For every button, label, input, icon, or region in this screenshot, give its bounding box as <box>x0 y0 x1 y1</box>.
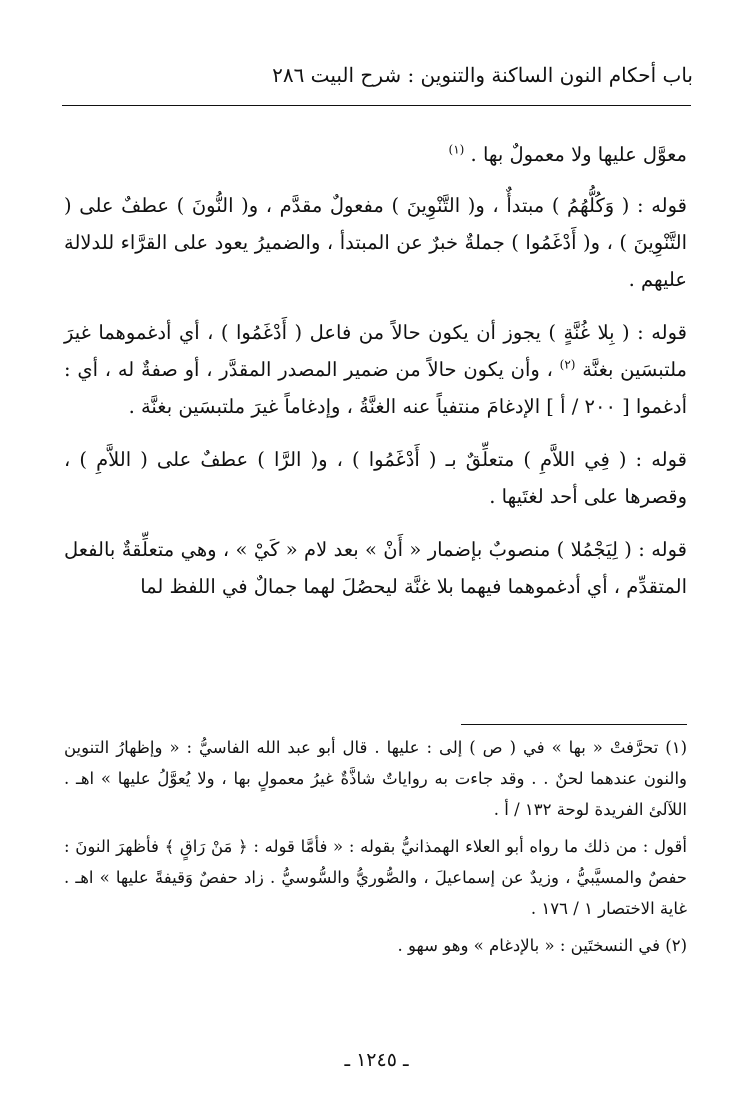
footnote-ref-1: (١) <box>448 142 465 157</box>
paragraph-1 <box>64 136 687 173</box>
paragraph-1-text: معوَّل عليها ولا معمولٌ بها . <box>470 143 687 166</box>
page-number: ـ ١٢٤٥ ـ <box>344 1049 409 1071</box>
footnotes <box>64 732 687 967</box>
paragraph-3 <box>64 314 687 425</box>
running-header: باب أحكام النون الساكنة والتنوين : شرح البيت ٢٨٦ <box>272 63 693 87</box>
footnote-rule <box>461 724 687 725</box>
paragraph-2-text: قوله : ( وَكُلُّهُمُ ) مبتدأٌ ، و( التَّنْوِينَ ) مفعولٌ مقدَّم ، و( النُّونَ ) عطفٌ على ( التَّنْوِينَ ) ، و( أَدْغَمُوا ) جملةٌ خبرٌ عن المبتدأ ، والضميرُ يعود على القرَّاء للدلالة عليهم . <box>64 194 687 291</box>
footnote-ref-2: (٢) <box>559 357 576 372</box>
header-rule <box>62 105 691 106</box>
paragraph-5 <box>64 531 687 605</box>
paragraph-3-text-before: قوله : ( بِلا غُنَّةٍ ) يجوز أن يكون حالاً من فاعل ( أَدْغَمُوا ) ، أي أدغموهما غيرَ ملتبسَين بغنَّة <box>64 321 687 381</box>
paragraph-2 <box>64 187 687 298</box>
footnote-1: (١) تحرَّفتْ « بها » في ( ص ) إلى : عليها . قال أبو عبد الله الفاسيُّ : « وإظهارُ التنوين والنون عندهما لحنٌ . . وقد جاءت به رواياتٌ شاذَّةٌ غيرُ معمولٍ بها ، ولا يُعوَّلُ عليها » اهـ . اللآلئ الفريدة لوحة ١٣٢ / أ . <box>64 738 687 819</box>
paragraph-3-text-after: ، وأن يكون حالاً من ضمير المصدر المقدَّر ، أو صفةٌ له ، أي : أدغموا [ ٢٠٠ / أ ] الإدغامَ منتفياً عنه الغنَّةُ ، وإدغاماً غيرَ ملتبسَين بغنَّة . <box>64 358 687 418</box>
main-text <box>64 136 687 621</box>
footnote-2: (٢) في النسختَين : « بالإدغام » وهو سهو . <box>397 936 687 955</box>
footnote-1-continued: أقول : من ذلك ما رواه أبو العلاء الهمذانيُّ بقوله : « فأمَّا قوله : ﴿ مَنْ رَاقٍ ﴾ فأظهرَ النونَ : حفصٌ والمسيَّبيُّ ، وزيدٌ عن إسماعيلَ ، والصُّوريُّ والسُّوسيُّ . زاد حفصٌ وَقيفةً عليها » اهـ . غاية الاختصار ١ / ١٧٦ . <box>64 837 687 918</box>
paragraph-4 <box>64 441 687 515</box>
paragraph-4-text: قوله : ( فِي اللاَّمِ ) متعلِّقٌ بـ ( أَدْغَمُوا ) ، و( الرَّا ) عطفٌ على ( اللاَّمِ ) ، وقصرها على أحد لغتَيها . <box>64 448 687 508</box>
paragraph-5-text: قوله : ( لِيَجْمُلا ) منصوبٌ بإضمار « أَنْ » بعد لام « كَيْ » ، وهي متعلِّقةٌ بالفعل المتقدِّم ، أي أدغموهما فيهما بلا غنَّة ليحصُلَ لهما جمالٌ في اللفظ لما <box>64 538 687 598</box>
